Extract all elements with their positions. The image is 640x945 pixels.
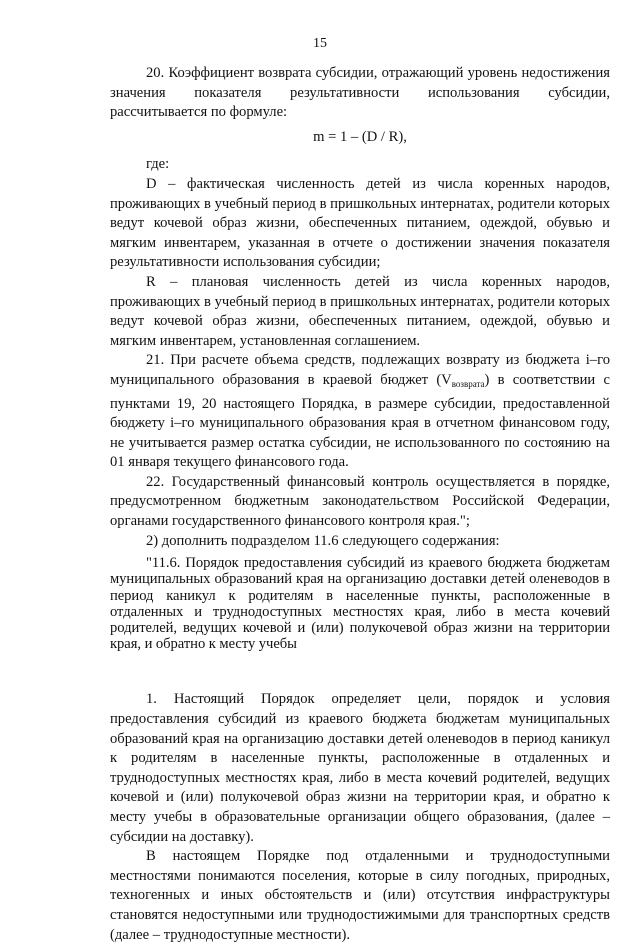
item-2: 2) дополнить подразделом 11.6 следующего содержания:: [146, 532, 500, 549]
definition-d: D – фактическая численность детей из числа коренных народов, проживающих в учебный период в пришкольных интернатах, родители которых ведут кочевой образ жизни, обеспеченных питанием, одеждой, обувью и мягким инвентарем, указанная в отчете о достижении значения показателя результативности использования субсидии;: [110, 175, 610, 271]
paragraph-21-part-a: 21. При расчете объема средств, подлежащих возврату из бюджета i–го муниципального образования в краевой бюджет (V: [110, 352, 610, 388]
section-gap: [110, 652, 610, 690]
where-label: где:: [146, 156, 170, 173]
formula: m = 1 – (D / R),: [313, 128, 407, 145]
paragraph-1: 1. Настоящий Порядок определяет цели, порядок и условия предоставления субсидий из краевого бюджета бюджетам муниципальных образований края на организацию доставки детей оленеводов в период каникул к родителям в населенные пункты, расположенные в отдаленных и труднодоступных местностях края, либо в места кочевий родителей, ведущих кочевой и (или) полукочевой образ жизни на территории края, и обратно к месту учебы в образовательные организации общего образования, (далее – субсидии на доставку).: [110, 691, 610, 845]
definition-r: R – плановая численность детей из числа коренных народов, проживающих в учебный период в пришкольных интернатах, родители которых ведут кочевой образ жизни, обеспеченных питанием, одеждой, обувью и мягким инвентарем, установленная соглашением.: [110, 273, 610, 349]
paragraph-21-part-b: ) в соответствии с пунктами 19, 20 настоящего Порядка, в размере субсидии, предоставленной бюджету i–го муниципального образования края в отчетном финансовом году, не учитывается размер остатка субсидии, не использованного по состоянию на 01 января текущего финансового года.: [110, 371, 610, 471]
paragraph-20: 20. Коэффициент возврата субсидии, отражающий уровень недостижения значения показателя результативности использования субсидии, рассчитывается по формуле:: [110, 65, 610, 121]
section-11-6-title: "11.6. Порядок предоставления субсидий из краевого бюджета бюджетам муниципальных образований края на организацию доставки детей оленеводов в период каникул к родителям в населенные пункты, расположенные в отдаленных и труднодоступных местностях края, либо в места кочевий родителей, ведущих кочевой и (или) полукочевой образ жизни на территории края, и обратно к месту учебы: [110, 555, 610, 653]
paragraph-remote-areas: В настоящем Порядке под отдаленными и труднодоступными местностями понимаются поселения, которые в силу погодных, природных, техногенных и иных обстоятельств и (или) отсутствия инфраструктуры становятся недоступными или труднодостижимыми для транспортных средств (далее – труднодоступные местности).: [110, 848, 610, 943]
page-number: 15: [313, 36, 327, 51]
paragraph-22: 22. Государственный финансовый контроль осуществляется в порядке, предусмотренном бюджетным законодательством Российской Федерации, органами государственного финансового контроля края.";: [110, 473, 610, 530]
document-body: [110, 64, 610, 945]
paragraph-21-subscript: возврата: [451, 378, 485, 389]
paragraph-21: [110, 351, 610, 473]
